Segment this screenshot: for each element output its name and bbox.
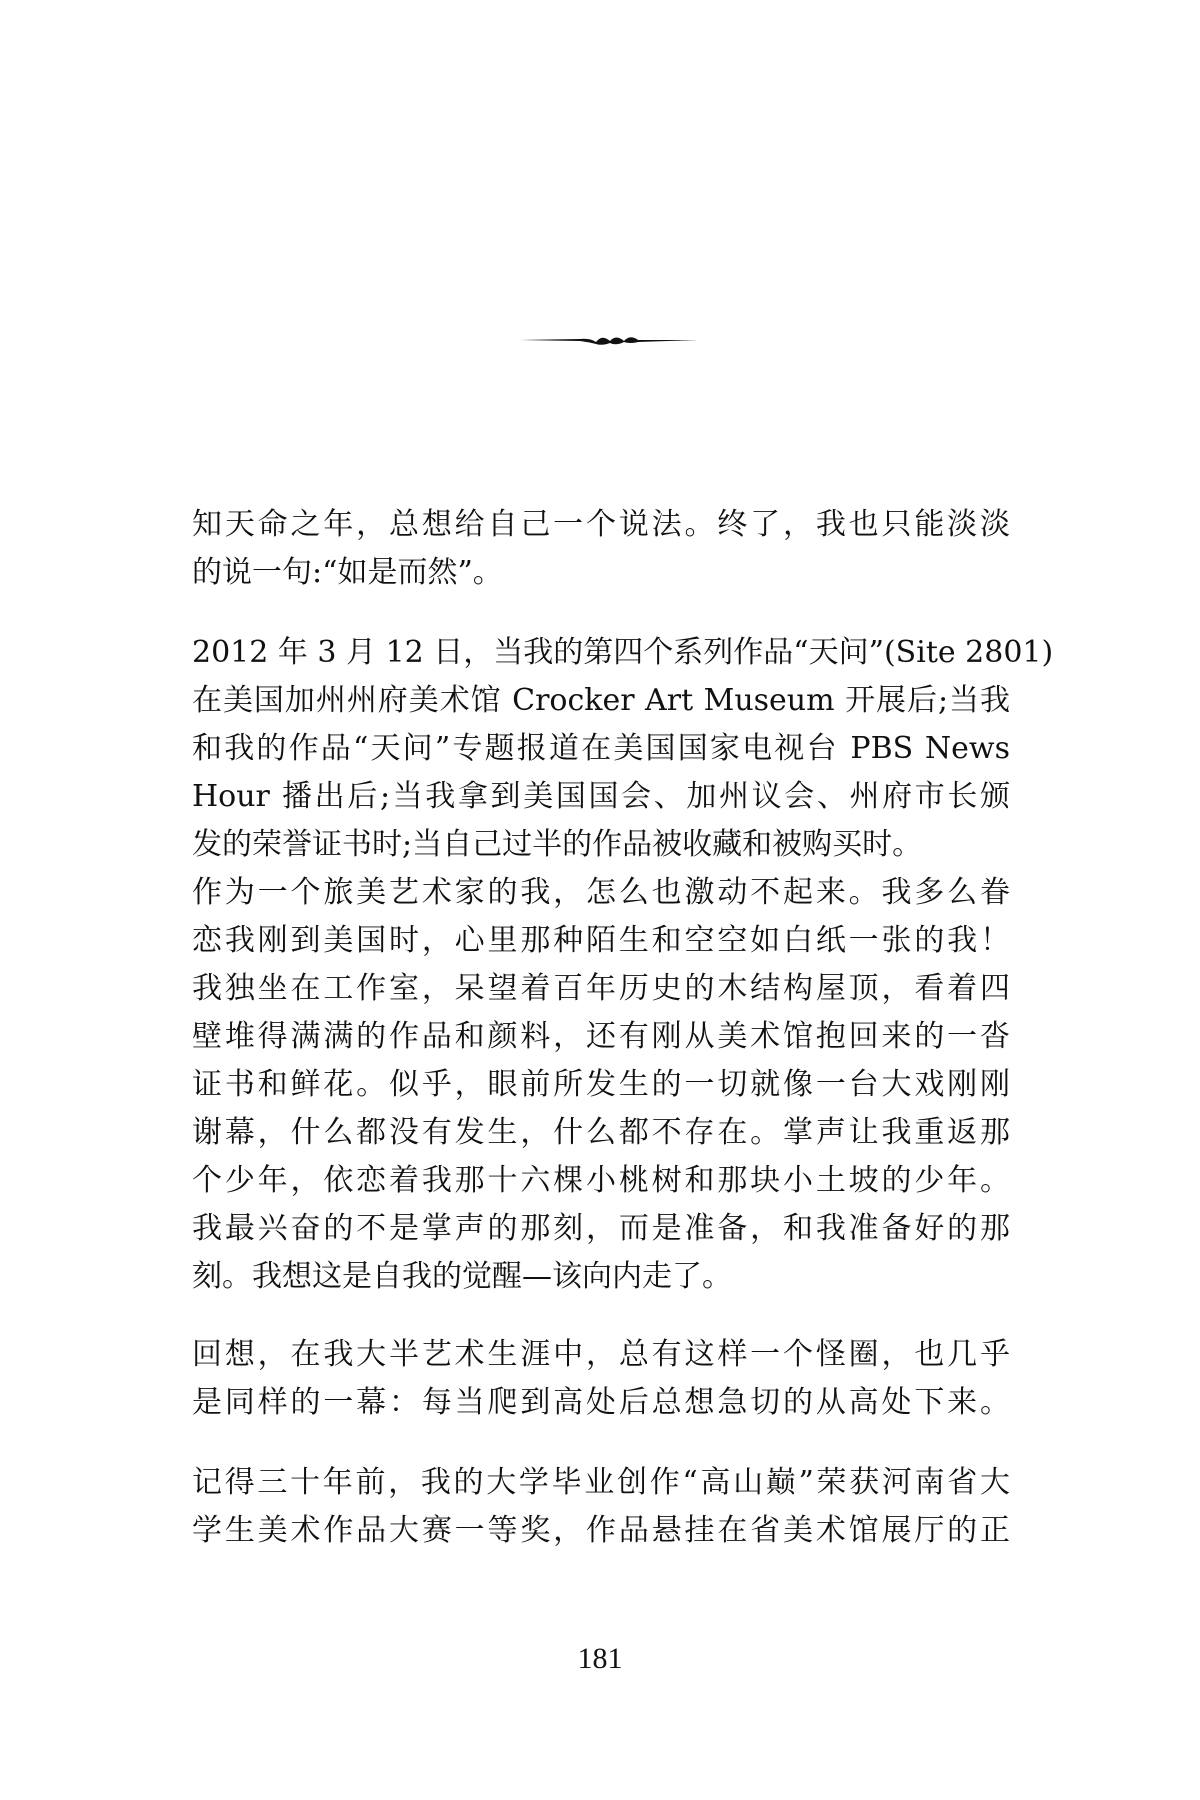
text-line: 壁堆得满满的作品和颜料，还有刚从美术馆抱回来的一沓: [192, 1019, 1010, 1054]
text-line: 作为一个旅美艺术家的我，怎么也激动不起来。我多么眷: [192, 875, 1010, 910]
text-line: 恋我刚到美国时，心里那种陌生和空空如白纸一张的我！: [192, 923, 1010, 958]
text-line: 个少年，依恋着我那十六棵小桃树和那块小土坡的少年。: [192, 1163, 1010, 1198]
text-line: Hour 播出后;当我拿到美国国会、加州议会、州府市长颁: [192, 779, 1010, 814]
page-number: 181: [577, 1642, 623, 1675]
paragraph-3: [192, 1331, 1010, 1427]
text-line: 刻。我想这是自我的觉醒—该向内走了。: [192, 1259, 732, 1294]
text-line: 证书和鲜花。似乎，眼前所发生的一切就像一台大戏刚刚: [192, 1067, 1010, 1102]
text-line: 学生美术作品大赛一等奖，作品悬挂在省美术馆展厅的正: [192, 1513, 1010, 1548]
text-line: 回想，在我大半艺术生涯中，总有这样一个怪圈，也几乎: [192, 1337, 1010, 1372]
text-line: 我独坐在工作室，呆望着百年历史的木结构屋顶，看着四: [192, 971, 1010, 1006]
paragraph-4: [192, 1459, 1010, 1555]
text-line: 的说一句:“如是而然”。: [192, 555, 503, 590]
text-line: 谢幕，什么都没有发生，什么都不存在。掌声让我重返那: [192, 1115, 1010, 1150]
text-line: 2012 年 3 月 12 日，当我的第四个系列作品“天问”(Site 2801): [192, 635, 1054, 670]
paragraph-2: [192, 629, 1054, 1301]
text-line: 和我的作品“天问”专题报道在美国国家电视台 PBS News: [192, 731, 1010, 766]
text-line: 记得三十年前，我的大学毕业创作“高山巅”荣获河南省大: [192, 1465, 1010, 1500]
section-divider-ornament-icon: [520, 328, 698, 352]
text-line: 在美国加州州府美术馆 Crocker Art Museum 开展后;当我: [192, 683, 1010, 718]
text-line: 知天命之年，总想给自己一个说法。终了，我也只能淡淡: [192, 507, 1010, 542]
text-line: 是同样的一幕：每当爬到高处后总想急切的从高处下来。: [192, 1385, 1010, 1420]
paragraph-1: [192, 501, 1010, 597]
text-line: 我最兴奋的不是掌声的那刻，而是准备，和我准备好的那: [192, 1211, 1010, 1246]
text-line: 发的荣誉证书时;当自己过半的作品被收藏和被购买时。: [192, 827, 923, 862]
